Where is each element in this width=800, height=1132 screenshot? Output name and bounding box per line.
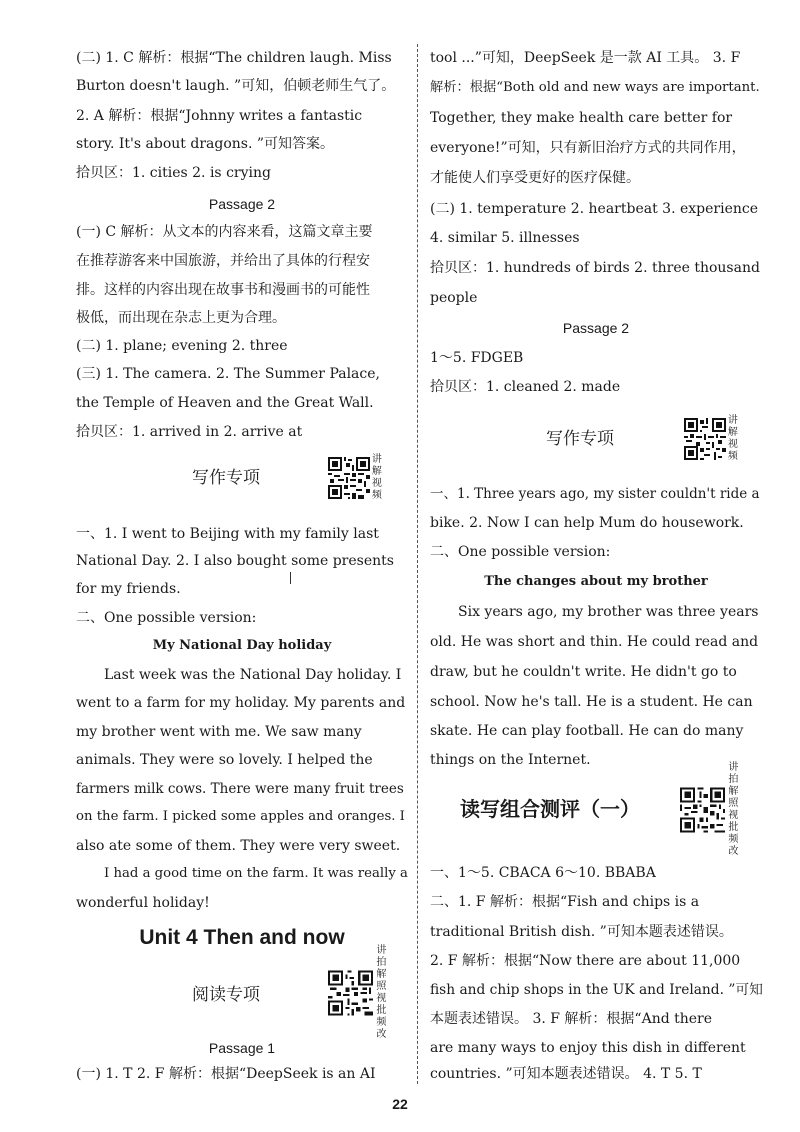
test-answer-line: 本题表述错误。 3. F 解析：根据“And there xyxy=(430,1011,713,1027)
answer-line: tool ...”可知，DeepSeek 是一款 AI 工具。 3. F xyxy=(430,50,741,66)
essay-line: Last week was the National Day holiday. I xyxy=(104,667,402,683)
answer-line: 极低，而出现在杂志上更为合理。 xyxy=(76,310,286,326)
shell-area-line: 拾贝区：1. cities 2. is crying xyxy=(76,165,271,181)
essay-line: skate. He can play football. He can do many xyxy=(430,723,744,739)
answer-line: 在推荐游客来中国旅游，并给出了具体的行程安 xyxy=(76,253,370,269)
qr-code-icon xyxy=(328,969,373,1017)
passage-heading: Passage 2 xyxy=(208,196,276,212)
test-answer-line: are many ways to enjoy this dish in different xyxy=(430,1040,746,1056)
answer-line: (一) C 解析：从文本的内容来看，这篇文章主要 xyxy=(76,224,373,240)
writing-line: 二、One possible version: xyxy=(76,610,257,626)
essay-line: my brother went with me. We saw many xyxy=(76,724,362,740)
shell-area-line: 拾贝区：1. arrived in 2. arrive at xyxy=(76,424,303,440)
writing-section-title: 写作专项 xyxy=(546,429,614,449)
essay-line: wonderful holiday! xyxy=(76,895,210,911)
writing-line: bike. 2. Now I can help Mum do housework. xyxy=(430,515,744,531)
passage-heading: Passage 2 xyxy=(562,320,630,336)
test-answer-line: 2. F 解析：根据“Now there are about 11,000 xyxy=(430,953,741,969)
qr-code-icon xyxy=(328,454,370,502)
qr-code[interactable] xyxy=(684,412,740,466)
answer-line: 排。这样的内容出现在故事书和漫画书的可能性 xyxy=(76,282,370,298)
test-answer-line: traditional British dish. ”可知本题表述错误。 xyxy=(430,924,733,940)
writing-line: 一、1. I went to Beijing with my family last xyxy=(76,526,379,542)
answer-line: (一) 1. T 2. F 解析：根据“DeepSeek is an AI xyxy=(76,1066,376,1082)
answer-line: everyone!”可知，只有新旧治疗方式的共同作用， xyxy=(430,140,746,156)
column-divider xyxy=(417,44,418,1084)
writing-line: 一、1. Three years ago, my sister couldn't ride a xyxy=(430,486,760,502)
essay-line: Six years ago, my brother was three years xyxy=(458,604,759,620)
essay-line: I had a good time on the farm. It was really a xyxy=(104,866,408,881)
qr-caption: 讲 拍 解 照 视 批 频 改 xyxy=(728,762,739,857)
essay-title: The changes about my brother xyxy=(484,574,708,589)
page-number: 22 xyxy=(392,1096,408,1112)
shell-area-line: 拾贝区：1. hundreds of birds 2. three thousand xyxy=(430,260,760,276)
answer-line: (二) 1. C 解析：根据“The children laugh. Miss xyxy=(76,50,392,66)
test-answer-line: countries. ”可知本题表述错误。 4. T 5. T xyxy=(430,1066,702,1082)
qr-code[interactable] xyxy=(680,762,750,857)
text-cursor xyxy=(290,572,291,584)
test-title: 读写组合测评（一） xyxy=(460,797,640,821)
qr-code[interactable] xyxy=(328,945,398,1040)
essay-line: old. He was short and thin. He could read and xyxy=(430,634,759,650)
answer-line: 才能使人们享受更好的医疗保健。 xyxy=(430,170,640,186)
reading-section-title: 阅读专项 xyxy=(192,985,260,1005)
unit-title: Unit 4 Then and now xyxy=(139,926,345,949)
answer-line: Together, they make health care better for xyxy=(430,110,733,126)
answer-line: story. It's about dragons. ”可知答案。 xyxy=(76,136,335,152)
test-answer-line: 二、1. F 解析：根据“Fish and chips is a xyxy=(430,894,700,910)
answer-line: (二) 1. temperature 2. heartbeat 3. experience xyxy=(430,201,759,217)
test-answer-line: 一、1～5. CBACA 6～10. BBABA xyxy=(430,865,656,881)
essay-line: things on the Internet. xyxy=(430,752,591,768)
essay-line: animals. They were so lovely. I helped the xyxy=(76,752,373,768)
essay-line: on the farm. I picked some apples and oranges. I xyxy=(76,809,405,824)
answer-line: 4. similar 5. illnesses xyxy=(430,230,580,246)
writing-section-title: 写作专项 xyxy=(192,468,260,488)
answer-line: 1～5. FDGEB xyxy=(430,350,524,366)
shell-area-line: 拾贝区：1. cleaned 2. made xyxy=(430,379,621,395)
qr-caption: 讲解视频 xyxy=(371,454,382,501)
essay-line: school. Now he's tall. He is a student. He can xyxy=(430,694,753,710)
answer-line: the Temple of Heaven and the Great Wall. xyxy=(76,395,374,411)
essay-line: farmers milk cows. There were many fruit trees xyxy=(76,781,404,797)
essay-line: went to a farm for my holiday. My parents and xyxy=(76,695,406,711)
answer-line: (二) 1. plane; evening 2. three xyxy=(76,338,288,354)
qr-code-icon xyxy=(684,415,726,463)
passage-heading: Passage 1 xyxy=(208,1040,276,1056)
shell-area-line: people xyxy=(430,290,478,306)
test-answer-line: fish and chip shops in the UK and Ireland. ”可知 xyxy=(430,982,763,998)
answer-line: 2. A 解析：根据“Johnny writes a fantastic xyxy=(76,108,363,124)
answer-line: 解析：根据“Both old and new ways are important. xyxy=(430,80,760,95)
qr-code-icon xyxy=(680,786,725,834)
essay-title: My National Day holiday xyxy=(152,638,332,653)
qr-code[interactable] xyxy=(328,451,384,505)
essay-line: draw, but he couldn't write. He didn't go to xyxy=(430,664,737,680)
answer-line: (三) 1. The camera. 2. The Summer Palace, xyxy=(76,366,380,382)
qr-caption: 讲解视频 xyxy=(727,415,738,462)
writing-line: National Day. 2. I also bought some presents xyxy=(76,553,394,569)
essay-line: also ate some of them. They were very sweet. xyxy=(76,838,401,854)
writing-line: for my friends. xyxy=(76,581,181,597)
writing-line: 二、One possible version: xyxy=(430,544,611,560)
answer-line: Burton doesn't laugh. ”可知，伯顿老师生气了。 xyxy=(76,78,396,94)
qr-caption: 讲 拍 解 照 视 批 频 改 xyxy=(376,945,387,1040)
